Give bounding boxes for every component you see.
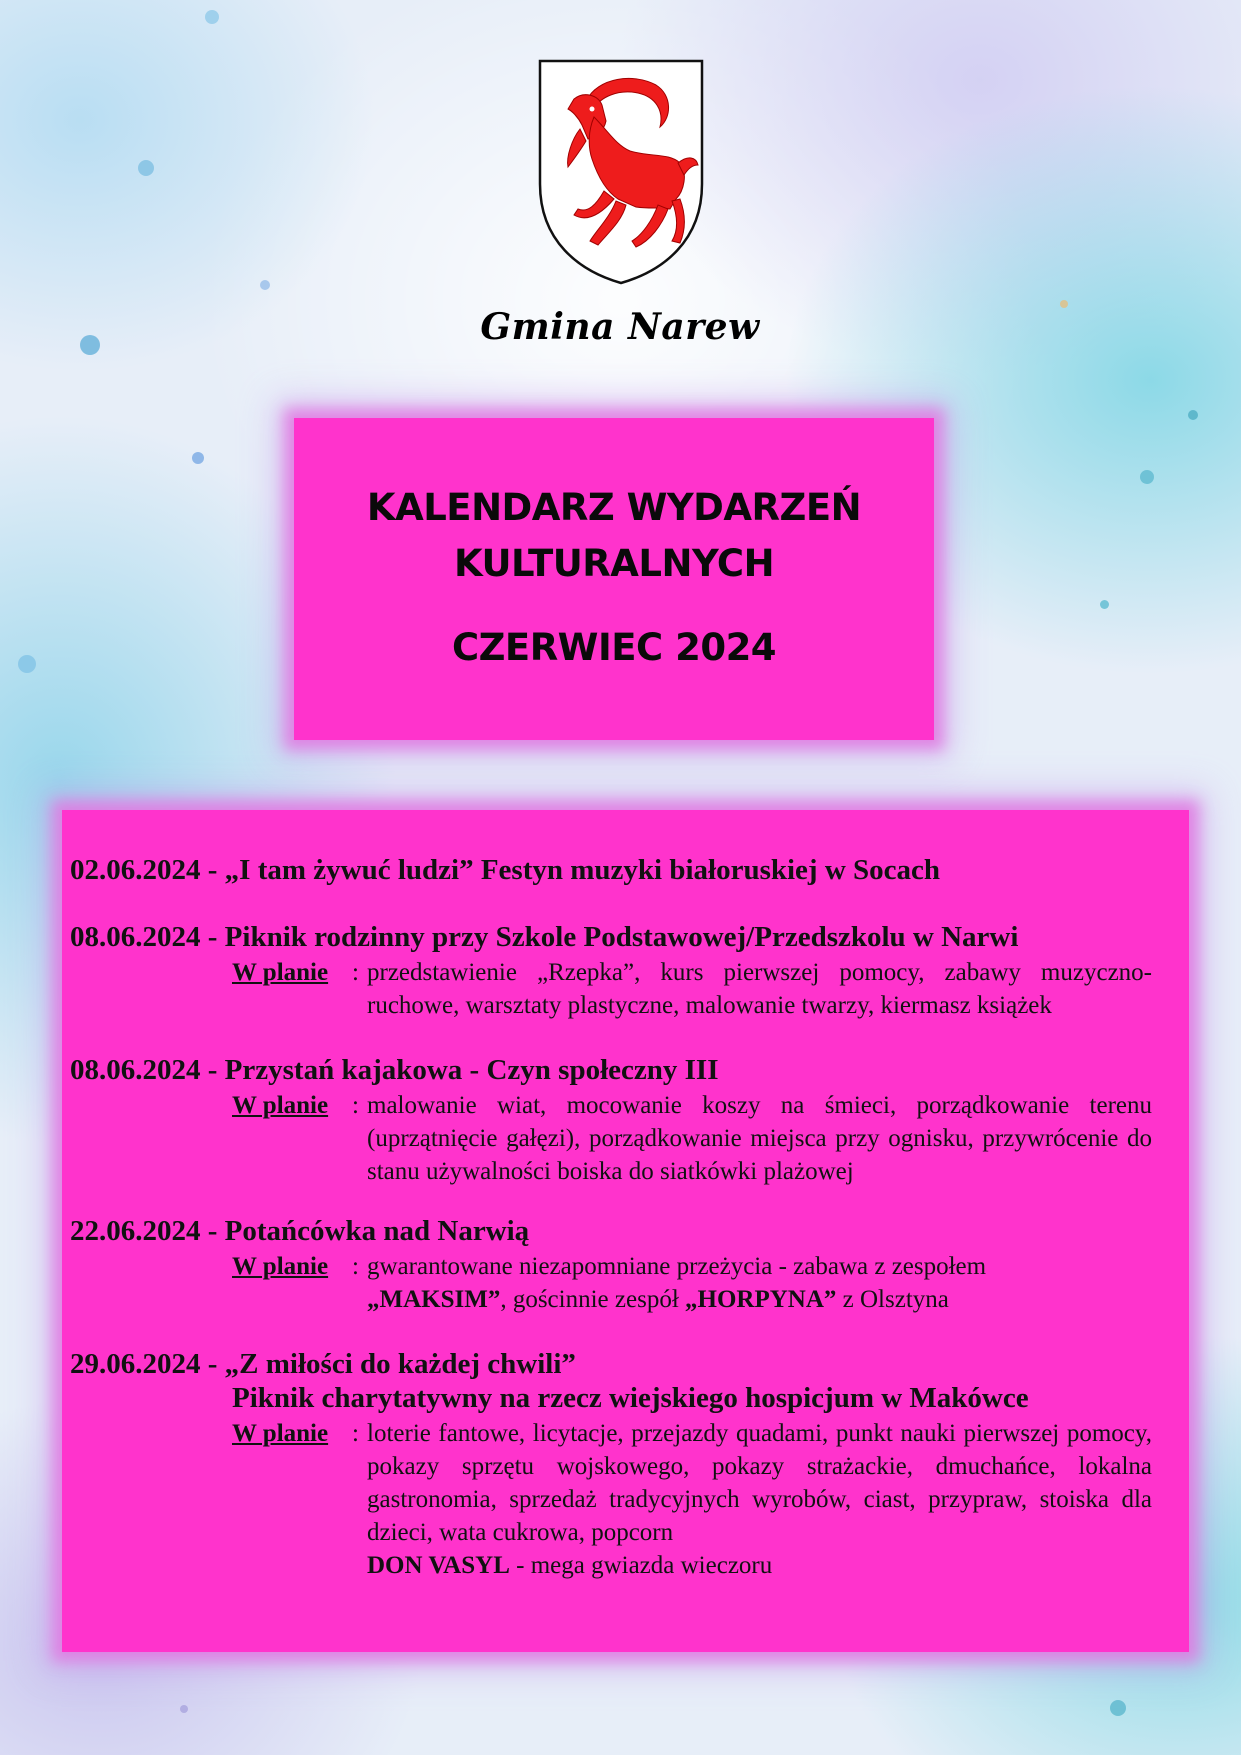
event-date: 08.06.2024 [70,921,201,953]
event-heading: 08.06.2024 - Przystań kajakowa - Czyn społeczny III [70,1054,719,1086]
plan-label: W planie [232,959,329,986]
plan-text: przedstawienie „Rzepka”, kurs pierwszej pomocy, zabawy muzyczno-ruchowe, warsztaty plastyczne, malowanie twarzy, kiermasz książek [367,959,1152,1019]
event-title: Potańcówka nad Narwią [224,1215,530,1247]
decor-dot [192,452,204,464]
coat-of-arms-icon [538,59,704,285]
event-title: „I tam żywuć ludzi” Festyn muzyki białoruskiej w Socach [224,854,941,886]
headliner-name: DON VASYL [367,1552,510,1579]
plan-text: gwarantowane niezapomniane przeżycia - zabawa z zespołem [367,1253,987,1280]
events-box [62,810,1189,1652]
event-plan: W planie : malowanie wiat, mocowanie koszy na śmieci, porządkowanie terenu (uprzątnięcie gałęzi), porządkowanie miejsca przy ognisku, przywrócenie do stanu używalności boiska do siatkówki plażowej [70,1089,1152,1188]
decor-dot [1188,410,1198,420]
event-item [70,920,1159,1022]
band-name: „HORPYNA” [685,1286,837,1313]
event-item [70,853,1159,887]
event-title: Przystań kajakowa - Czyn społeczny III [224,1054,719,1086]
plan-text: loterie fantowe, licytacje, przejazdy quadami, punkt nauki pierwszej pomocy, pokazy sprzętu wojskowego, pokazy strażackie, dmuchańce, lokalna gastronomia, sprzedaż tradycyjnych wyrobów, ciast, przypraw, stoiska dla dzieci, wata cukrowa, popcorn [367,1420,1152,1546]
title-box [294,418,934,740]
title-month: CZERWIEC 2024 [451,626,777,669]
decor-dot [1100,600,1109,609]
decor-dot [260,280,270,290]
event-heading: 22.06.2024 - Potańcówka nad Narwią [70,1215,530,1247]
plan-text: malowanie wiat, mocowanie koszy na śmieci, porządkowanie terenu (uprzątnięcie gałęzi), porządkowanie miejsca przy ognisku, przywrócenie do stanu używalności boiska do siatkówki plażowej [367,1092,1152,1185]
headliner-note: - mega gwiazda wieczoru [509,1552,773,1579]
event-heading: 08.06.2024 - Piknik rodzinny przy Szkole Podstawowej/Przedszkolu w Narwi [70,921,1019,953]
event-item [70,1053,1159,1188]
event-plan: W planie : przedstawienie „Rzepka”, kurs pierwszej pomocy, zabawy muzyczno-ruchowe, warsztaty plastyczne, malowanie twarzy, kiermasz książek [70,956,1152,1022]
plan-label: W planie [232,1092,329,1119]
event-item [70,1347,1159,1582]
title-line-2: KULTURALNYCH [453,542,775,585]
decor-dot [18,655,36,673]
band-name: „MAKSIM” [367,1286,501,1313]
event-date: 22.06.2024 [70,1215,201,1247]
plan-text-bands: „MAKSIM”, gościnnie zespół „HORPYNA” z Olsztyna [367,1286,949,1313]
headliner [367,1549,1152,1582]
decor-dot [80,335,100,355]
event-subtitle: Piknik charytatywny na rzecz wiejskiego hospicjum w Makówce [232,1382,1029,1414]
plan-label: W planie [232,1420,329,1447]
plan-label: W planie [232,1253,329,1280]
title-line-1: KALENDARZ WYDARZEŃ [366,486,862,529]
decor-dot [1140,470,1154,484]
municipality-name: Gmina Narew [480,306,760,348]
event-heading: 02.06.2024 - „I tam żywuć ludzi” Festyn muzyki białoruskiej w Socach [70,854,941,886]
event-title: Piknik rodzinny przy Szkole Podstawowej/Przedszkolu w Narwi [224,921,1019,953]
event-item [70,1214,1159,1316]
event-heading: 29.06.2024 - „Z miłości do każdej chwili” [70,1348,576,1380]
decor-dot [180,1705,188,1713]
event-plan: W planie : gwarantowane niezapomniane przeżycia - zabawa z zespołem „MAKSIM”, gościnnie zespół „HORPYNA” z Olsztyna [70,1250,1152,1316]
event-date: 08.06.2024 [70,1054,201,1086]
event-date: 29.06.2024 [70,1348,201,1380]
event-date: 02.06.2024 [70,854,201,886]
decor-dot [1060,300,1068,308]
event-title: „Z miłości do każdej chwili” [224,1348,576,1380]
decor-dot [205,10,219,24]
decor-dot [138,160,154,176]
event-plan: W planie : loterie fantowe, licytacje, przejazdy quadami, punkt nauki pierwszej pomocy, pokazy sprzętu wojskowego, pokazy strażackie, dmuchańce, lokalna gastronomia, sprzedaż tradycyjnych wyrobów, ciast, przypraw, stoiska dla dzieci, wata cukrowa, popcorn DON VASYL - mega gwiazda wieczoru [70,1417,1152,1582]
decor-dot [1110,1700,1126,1716]
